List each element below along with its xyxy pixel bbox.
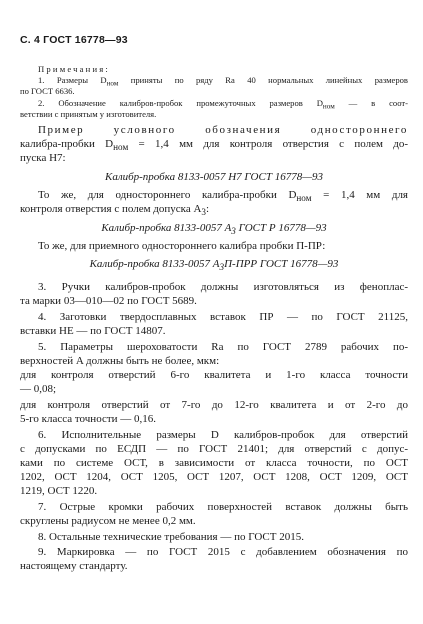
same-2: То же, для приемного одностороннего калибра пробки П-ПР:	[38, 240, 326, 252]
item-6-line-1: 6. Исполнительные размеры D калибров-пробок для отверстий	[38, 429, 408, 441]
notes-title: Примечания:	[38, 64, 111, 74]
item-7-line-1: 7. Острые кромки рабочих поверхностей вставок должны быть	[38, 501, 408, 513]
item-5-line-6: 5-го класса точности — 0,16.	[20, 413, 157, 425]
example-line-2: калибра-пробки $D_{ном} = 1,4$ мм для контроля отверстия с полем до-	[20, 138, 408, 153]
note-2-line-2: ветствии с принятым у изготовителя.	[20, 109, 157, 119]
item-5-line-2: верхностей A должны быть не более, мкм:	[20, 355, 220, 367]
item-7-line-2: скруглены радиусом не менее 0,2 мм.	[20, 515, 196, 527]
note-1-line-2: по ГОСТ 6636.	[20, 86, 75, 96]
example-line-3: пуска H7:	[20, 152, 66, 164]
item-9-line-2: настоящему стандарту.	[20, 560, 128, 572]
designation-2: Калибр-пробка 8133-0057 $A_3$ ГОСТ Р 16778—93	[101, 222, 327, 237]
item-9-line-1: 9. Маркировка — по ГОСТ 2015 с добавлением обозначения по	[38, 546, 408, 558]
item-5-line-1: 5. Параметры шероховатости Ra по ГОСТ 2789 рабочих по-	[38, 341, 408, 353]
item-6-line-5: 1219, ОСТ 1220.	[20, 485, 98, 497]
same-1-line-1: То же, для одностороннего калибра-пробки $D_{ном} = 1,4$ мм для	[38, 189, 408, 204]
item-6-line-4: 1202, ОСТ 1204, ОСТ 1205, ОСТ 1207, ОСТ 1208, ОСТ 1209, ОСТ	[20, 471, 408, 483]
item-6-line-3: ками по системе ОСТ, в зависимости от класса точности, по ОСТ	[20, 457, 408, 469]
page-header: С. 4 ГОСТ 16778—93	[20, 34, 128, 46]
item-8: 8. Остальные технические требования — по ГОСТ 2015.	[38, 531, 304, 543]
example-line-1: Пример условного обозначения одностороннего	[38, 124, 408, 136]
designation-1: Калибр-пробка 8133-0057 H7 ГОСТ 16778—93	[105, 171, 323, 183]
item-5-line-3: для контроля отверстий 6-го квалитета и 1-го класса точности	[20, 369, 408, 381]
item-5-line-4: — 0,08;	[20, 383, 57, 395]
same-1-line-2: контроля отверстия с полем допуска $A_3$:	[20, 203, 210, 218]
item-6-line-2: с допусками по ЕСДП — по ГОСТ 21401; для отверстий с допус-	[20, 443, 408, 455]
note-1-line-1: 1. Размеры $D_{ном}$ приняты по ряду Ra 40 нормальных линейных размеров	[38, 75, 408, 88]
item-5-line-5: для контроля отверстий от 7-го до 12-го квалитета и от 2-го до	[20, 399, 408, 411]
item-3-line-2: та марки 03—010—02 по ГОСТ 5689.	[20, 295, 197, 307]
item-3-line-1: 3. Ручки калибров-пробок должны изготовляться из феноплас-	[38, 281, 408, 293]
item-4-line-1: 4. Заготовки твердосплавных вставок ПР — по ГОСТ 21125,	[38, 311, 408, 323]
item-4-line-2: вставки НЕ — по ГОСТ 14807.	[20, 325, 166, 337]
note-2-line-1: 2. Обозначение калибров-пробок промежуточных размеров $D_{ном}$ — в соот-	[38, 98, 409, 111]
designation-3: Калибр-пробка 8133-0057 $A_3П$-ПРР ГОСТ 16778—93	[89, 258, 339, 273]
